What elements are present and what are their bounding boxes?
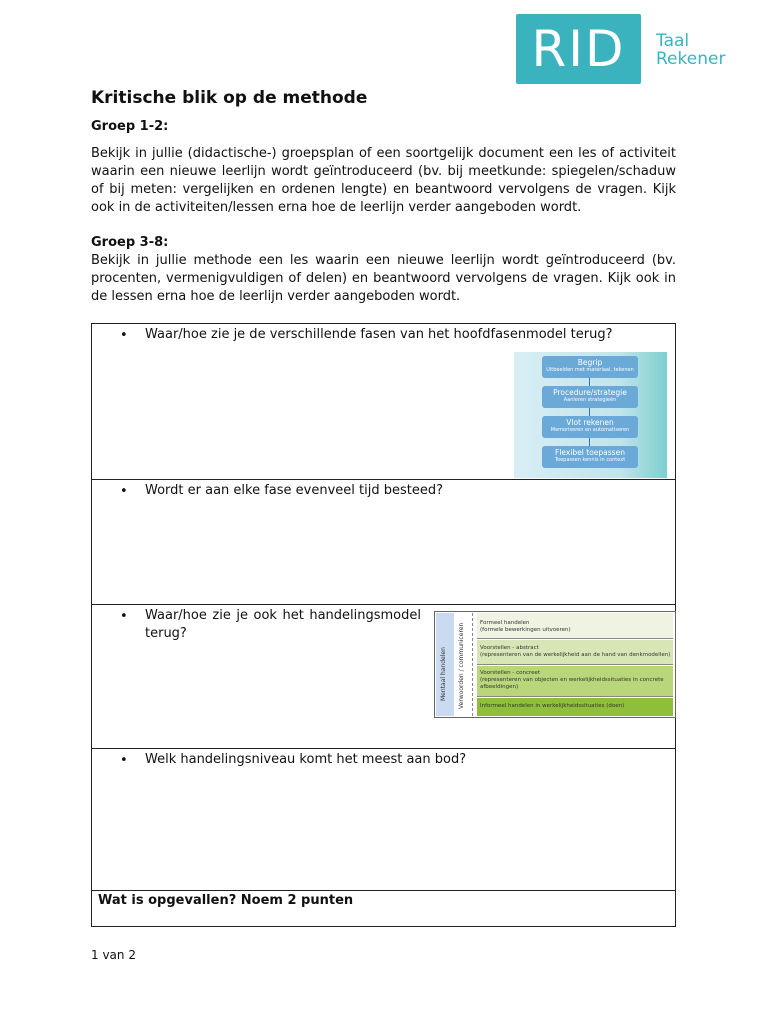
logo-tagline-2: Rekener bbox=[656, 49, 726, 69]
arrow-icon bbox=[589, 378, 590, 386]
groep12-text: Bekijk in jullie (didactische-) groepsplan of een soortgelijk document een les of activiteit waarin een nieuwe leerlijn wordt geïntroduceerd (bv. bij meetkunde: spiegelen/schaduw of bij meten: vergelijken en ordenen lengte) en beantwoord vervolgens de vragen. Kijk ook in de activiteiten/lessen erna hoe de leerlijn verder aangeboden wordt. bbox=[91, 146, 676, 215]
question-3: Waar/hoe zie je ook het handelingsmodel terug? bbox=[145, 608, 421, 641]
phase-box-2 bbox=[542, 386, 638, 408]
phase-title: Vlot rekenen bbox=[566, 418, 614, 427]
side-label-2: Verwoorden / communiceren bbox=[458, 622, 465, 709]
level-row-3 bbox=[477, 666, 673, 697]
level-sub: (formele bewerkingen uitvoeren) bbox=[480, 627, 571, 633]
level-title: Voorstellen - concreet bbox=[480, 670, 541, 676]
phase-title: Flexibel toepassen bbox=[555, 448, 625, 457]
handelingsmodel-figure bbox=[434, 611, 676, 718]
page-title: Kritische blik op de methode bbox=[91, 88, 368, 108]
level-title: Informeel handelen in werkelijkheidssituaties (doen) bbox=[480, 703, 625, 709]
level-sub: (representeren van de werkelijkheid aan de hand van denkmodellen) bbox=[480, 652, 671, 658]
level-title: Formeel handelen bbox=[480, 620, 530, 626]
side-bar-verwoorden bbox=[454, 613, 473, 716]
phase-sub: Toepassen kennis in context bbox=[554, 457, 626, 463]
question-4: Welk handelingsniveau komt het meest aan bod? bbox=[145, 752, 467, 767]
logo-tagline-1: Taal bbox=[656, 31, 690, 51]
question-cell-2[interactable] bbox=[92, 480, 676, 605]
phase-title: Begrip bbox=[577, 358, 603, 367]
logo-tagline bbox=[656, 32, 725, 68]
bullet: • bbox=[120, 753, 128, 768]
phase-sub: Memoriseren en automatiseren bbox=[550, 427, 630, 433]
groep38-heading: Groep 3-8: bbox=[91, 235, 169, 250]
logo-mark: RID bbox=[516, 14, 641, 84]
level-row-2 bbox=[477, 640, 673, 665]
arrow-icon bbox=[589, 438, 590, 446]
hoofdfasenmodel-figure bbox=[514, 352, 667, 478]
level-sub: (representeren van objecten en werkelijkheidssituaties in concrete afbeeldingen) bbox=[480, 677, 664, 690]
level-title: Voorstellen - abstract bbox=[480, 645, 539, 651]
question-2: Wordt er aan elke fase evenveel tijd besteed? bbox=[145, 483, 444, 498]
question-cell-3[interactable] bbox=[92, 605, 676, 749]
bullet: • bbox=[120, 609, 128, 624]
phase-sub: Uitbeelden met materiaal, tekenen bbox=[546, 367, 634, 373]
question-cell-1[interactable] bbox=[92, 324, 676, 480]
phase-box-1 bbox=[542, 356, 638, 378]
phase-sub: Aanleren strategieën bbox=[563, 397, 617, 403]
groep12-heading: Groep 1-2: bbox=[91, 119, 169, 134]
side-label-1: Mentaal handelen bbox=[440, 647, 447, 701]
phase-box-3 bbox=[542, 416, 638, 438]
question-table bbox=[91, 323, 676, 927]
phase-box-4 bbox=[542, 446, 638, 468]
groep38-text: Bekijk in jullie methode een les waarin een nieuwe leerlijn wordt geïntroduceerd (bv. procenten, vermenigvuldigen of delen) en beantwoord vervolgens de vragen. Kijk ook in de lessen erna hoe de leerlijn verder aangeboden wordt. bbox=[91, 253, 676, 304]
side-bar-mentaal bbox=[436, 613, 454, 716]
question-cell-4[interactable] bbox=[92, 749, 676, 891]
bullet: • bbox=[120, 328, 128, 343]
phase-title: Procedure/strategie bbox=[553, 388, 627, 397]
arrow-icon bbox=[589, 408, 590, 416]
page-number: 1 van 2 bbox=[91, 948, 136, 962]
level-row-4 bbox=[477, 698, 673, 716]
question-1: Waar/hoe zie je de verschillende fasen van het hoofdfasenmodel terug? bbox=[145, 327, 613, 342]
rid-logo bbox=[516, 14, 736, 84]
question-5: Wat is opgevallen? Noem 2 punten bbox=[98, 893, 354, 908]
question-cell-5[interactable] bbox=[92, 891, 676, 927]
bullet: • bbox=[120, 484, 128, 499]
level-row-1 bbox=[477, 613, 673, 639]
